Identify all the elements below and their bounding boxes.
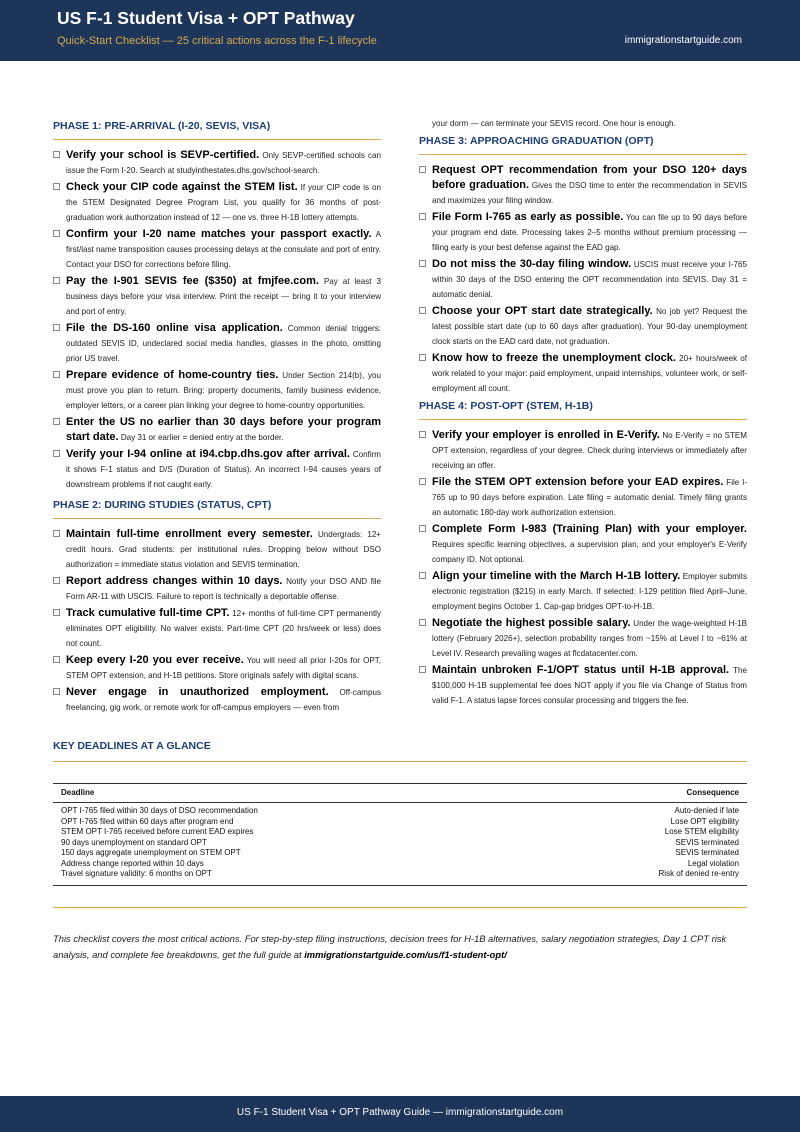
deadline-cell: OPT I-765 filed within 30 days of DSO recommendation xyxy=(61,806,258,815)
checklist-item-text: Only SEVP-certified schools can issue the Form I-20. Search at studyinthestates.dhs.gov/school-search. xyxy=(66,151,381,175)
deadline-cell: STEM OPT I-765 received before current EAD expires xyxy=(61,827,254,836)
checklist-item xyxy=(53,574,381,604)
checklist-item-title: Track cumulative full-time CPT. xyxy=(66,607,230,619)
deadline-cell: 90 days unemployment on standard OPT xyxy=(61,837,207,847)
checkbox[interactable] xyxy=(53,418,60,425)
checkbox[interactable] xyxy=(53,688,60,695)
phase-2-checklist xyxy=(53,527,381,715)
table-row xyxy=(61,869,739,880)
checkbox[interactable] xyxy=(419,354,426,361)
checklist-item-title: Keep every I-20 you ever receive. xyxy=(66,654,244,666)
table-row xyxy=(61,827,739,838)
deadline-cell: Address change reported within 10 days xyxy=(61,858,204,868)
checkbox[interactable] xyxy=(53,324,60,331)
checklist-item-title: Never engage in unauthorized employment. xyxy=(66,686,329,698)
checklist-item-text: If your CIP code is on the STEM Designated Degree Program List, you qualify for 36 months of post-graduation work authorization instead of 12 — one vs. three H-1B lottery attempts. xyxy=(66,183,381,222)
checklist-item-title: Pay the I-901 SEVIS fee ($350) at fmjfee.com. xyxy=(66,275,319,287)
deadlines-divider xyxy=(53,761,747,762)
checkbox[interactable] xyxy=(419,260,426,267)
checklist-item-text: No E-Verify = no STEM OPT extension, regardless of your degree. Check during interviews or immediately after receiving an offer. xyxy=(432,431,747,470)
checklist-item xyxy=(53,606,381,651)
checklist-item xyxy=(419,163,747,208)
phase-4-checklist xyxy=(419,428,747,708)
left-column xyxy=(53,119,381,717)
checkbox[interactable] xyxy=(419,572,426,579)
checklist-item xyxy=(53,415,381,445)
checkbox[interactable] xyxy=(419,166,426,173)
checklist-item xyxy=(419,522,747,567)
checklist-item-title: Verify your I-94 online at i94.cbp.dhs.gov after arrival. xyxy=(66,448,350,460)
checklist-item xyxy=(53,368,381,413)
checklist-item-title: File the STEM OPT extension before your EAD expires. xyxy=(432,476,724,488)
checkbox[interactable] xyxy=(419,213,426,220)
checkbox[interactable] xyxy=(53,183,60,190)
checklist-item-title: Align your timeline with the March H-1B lottery. xyxy=(432,570,681,582)
deadlines-heading: KEY DEADLINES AT A GLANCE xyxy=(53,740,211,752)
deadline-cell: 150 days aggregate unemployment on STEM OPT xyxy=(61,848,241,857)
checklist-item-title: Choose your OPT start date strategically. xyxy=(432,305,653,317)
checklist-item xyxy=(53,685,381,715)
checkbox[interactable] xyxy=(419,666,426,673)
checklist-item-text: Notify your DSO AND file Form AR-11 with USCIS. Failure to report is technically a deportable offense. xyxy=(66,577,381,601)
closing-note xyxy=(53,931,747,963)
checklist-item-title: Maintain full-time enrollment every semester. xyxy=(66,528,313,540)
consequence-column-header: Consequence xyxy=(686,788,739,797)
checkbox[interactable] xyxy=(419,619,426,626)
table-row xyxy=(61,806,739,817)
deadlines-table xyxy=(53,783,747,886)
phase-2-heading: PHASE 2: DURING STUDIES (STATUS, CPT) xyxy=(53,499,381,519)
consequence-cell: SEVIS terminated xyxy=(675,837,739,847)
checklist-item-title: Check your CIP code against the STEM list. xyxy=(66,181,298,193)
page-title: US F-1 Student Visa + OPT Pathway xyxy=(57,8,355,28)
checklist-item-title: Request OPT recommendation from your DSO 120+ days before graduation. xyxy=(432,164,747,191)
checklist-item-text: File I-765 up to 90 days before expiration. Late filing = automatic denial. Timely filing grants an automatic 180-day work authorization extension. xyxy=(432,478,747,517)
table-row xyxy=(61,848,739,859)
deadline-column-header: Deadline xyxy=(61,788,95,797)
deadlines-table-body xyxy=(53,803,747,885)
checklist-item-title: Confirm your I-20 name matches your passport exactly. xyxy=(66,228,372,240)
checklist-item xyxy=(419,257,747,302)
checklist-item-text: Confirm it shows F-1 status and D/S (Duration of Status). An incorrect I-94 causes years of downstream problems if not caught early. xyxy=(66,450,381,489)
checkbox[interactable] xyxy=(53,371,60,378)
checklist-item xyxy=(419,210,747,255)
closing-note-text: This checklist covers the most critical actions. For step-by-step filing instructions, decision trees for H-1B alternatives, salary negotiation strategies, Day 1 CPT risk analysis, and complete fee breakdowns, get the full guide at xyxy=(53,933,727,960)
deadlines-table-header xyxy=(53,784,747,803)
checklist-item-title: Report address changes within 10 days. xyxy=(66,575,283,587)
checklist-item-text: Pay at least 3 business days before your visa interview. Print the receipt — bring it to your interview and port of entry. xyxy=(66,277,381,316)
checklist-item-text: No job yet? Request the latest possible start date (up to 60 days after graduation). Your 90-day unemployment clock starts on the EAD card date, not graduation. xyxy=(432,307,747,346)
deadline-cell: Travel signature validity: 6 months on OPT xyxy=(61,869,212,878)
checklist-item-text: Day 31 or earlier = denied entry at the border. xyxy=(120,433,284,442)
checklist-item-title: Know how to freeze the unemployment clock. xyxy=(432,352,676,364)
phase-3-checklist xyxy=(419,163,747,396)
checklist-item-title: Verify your employer is enrolled in E-Verify. xyxy=(432,429,660,441)
page-footer: US F-1 Student Visa + OPT Pathway Guide — immigrationstartguide.com xyxy=(0,1096,800,1132)
checklist-item-title: Do not miss the 30-day filing window. xyxy=(432,258,632,270)
checklist-item xyxy=(419,351,747,396)
checklist-item xyxy=(53,180,381,225)
checklist-item-text: Employer submits electronic registration ($215) in early March. If selected: I-129 petition filed April–June, employment begins October 1. Cap-gap bridges OPT-to-H-1B. xyxy=(432,572,747,611)
note-divider xyxy=(53,907,747,908)
consequence-cell: Lose OPT eligibility xyxy=(670,816,739,826)
checkbox[interactable] xyxy=(53,577,60,584)
checkbox[interactable] xyxy=(419,431,426,438)
page-subtitle: Quick-Start Checklist — 25 critical actions across the F-1 lifecycle xyxy=(57,35,377,47)
checklist-item xyxy=(53,321,381,366)
checklist-item-title: Maintain unbroken F-1/OPT status until H-1B approval. xyxy=(432,664,730,676)
checklist-item-text: Undergrads: 12+ credit hours. Grad students: per institutional rules. Dropping below without DSO authorization = immediate status violation and SEVIS termination. xyxy=(66,530,381,569)
checkbox[interactable] xyxy=(53,230,60,237)
table-row xyxy=(61,838,739,849)
consequence-cell: SEVIS terminated xyxy=(675,848,739,857)
checklist-item-text: 20+ hours/week of work related to your major: paid employment, unpaid internships, volunteer work, or self-employment all count. xyxy=(432,354,747,393)
checkbox[interactable] xyxy=(419,307,426,314)
checklist-item-title: Enter the US no earlier than 30 days before your program start date. xyxy=(66,416,381,443)
checklist-item-title: Complete Form I-983 (Training Plan) with your employer. xyxy=(432,523,747,535)
checklist-item-text: Common denial triggers: outdated SEVIS ID, undeclared social media handles, glasses in the photo, omitting prior US travel. xyxy=(66,324,381,363)
checklist-item-title: File the DS-160 online visa application. xyxy=(66,322,283,334)
checkbox[interactable] xyxy=(419,478,426,485)
guide-link[interactable]: immigrationstartguide.com/us/f1-student-opt/ xyxy=(304,949,507,960)
checklist-item xyxy=(53,274,381,319)
checklist-item xyxy=(53,447,381,492)
checklist-item xyxy=(419,569,747,614)
page-header xyxy=(0,0,800,61)
checklist-item xyxy=(53,527,381,572)
checkbox[interactable] xyxy=(53,530,60,537)
phase-4-heading: PHASE 4: POST-OPT (STEM, H-1B) xyxy=(419,400,747,420)
checklist-item xyxy=(53,148,381,178)
right-column xyxy=(419,121,747,710)
checklist-item xyxy=(419,663,747,708)
checklist-item-title: Negotiate the highest possible salary. xyxy=(432,617,631,629)
phase-1-heading: PHASE 1: PRE-ARRIVAL (I-20, SEVIS, VISA) xyxy=(53,120,381,140)
checkbox[interactable] xyxy=(53,277,60,284)
checklist-item xyxy=(53,227,381,272)
checkbox[interactable] xyxy=(53,450,60,457)
checklist-item-title: Verify your school is SEVP-certified. xyxy=(66,149,260,161)
checkbox[interactable] xyxy=(53,656,60,663)
checklist-item-text: A first/last name transposition causes processing delays at the consulate and port of entry. Contact your DSO for corrections before filing. xyxy=(66,230,381,269)
phase-2-continuation: your dorm — can terminate your SEVIS record. One hour is enough. xyxy=(432,119,676,128)
phase-1-checklist xyxy=(53,148,381,492)
consequence-cell: Risk of denied re-entry xyxy=(658,869,739,878)
checklist-item-text: Off-campus freelancing, gig work, or remote work for off-campus employers — even from xyxy=(66,688,381,712)
checklist-item xyxy=(419,304,747,349)
checklist-item xyxy=(419,475,747,520)
checklist-item-text: The $100,000 H-1B supplemental fee does NOT apply if you file via Change of Status from valid F-1. A status lapse forces consular processing and triggers the fee. xyxy=(432,666,748,705)
checklist-item-text: Under the wage-weighted H-1B lottery (February 2026+), selection probability ranges from ~15% at Level I to ~61% at Level IV. Research prevailing wages at flcdatacenter.com. xyxy=(432,619,747,658)
checklist-item-text: Requires specific learning objectives, a supervision plan, and your employer's E-Verify company ID. Not optional. xyxy=(432,540,747,564)
checkbox[interactable] xyxy=(53,151,60,158)
checklist-item-title: File Form I-765 as early as possible. xyxy=(432,211,624,223)
checklist-item-text: You can file up to 90 days before your program end date. Processing takes 2–5 months without premium processing — filing early is your best defense against the EAD gap. xyxy=(432,213,747,252)
table-row xyxy=(61,859,739,870)
checklist-item-title: Prepare evidence of home-country ties. xyxy=(66,369,279,381)
checkbox[interactable] xyxy=(419,525,426,532)
checklist-item-text: Under Section 214(b), you must prove you plan to return. Bring: property documents, family business evidence, employer letters, or a career plan linking your degree to home-country opportunities. xyxy=(66,371,381,410)
table-row xyxy=(61,817,739,828)
checklist-item xyxy=(419,616,747,661)
checklist-item-text: 12+ months of full-time CPT permanently eliminates OPT eligibility. No waiver exists. Part-time CPT (20 hrs/week or less) does not count. xyxy=(66,609,381,648)
consequence-cell: Auto-denied if late xyxy=(674,806,739,815)
checklist-item xyxy=(53,653,381,683)
header-site-link[interactable]: immigrationstartguide.com xyxy=(624,35,742,46)
phase-3-heading: PHASE 3: APPROACHING GRADUATION (OPT) xyxy=(419,135,747,155)
deadline-cell: OPT I-765 filed within 60 days after program end xyxy=(61,816,234,826)
checklist-item-text: Gives the DSO time to enter the recommendation in SEVIS and maximizes your filing window. xyxy=(432,181,747,205)
checklist-item-text: USCIS must receive your I-765 within 30 days of the DSO entering the OPT recommendation into SEVIS. Day 31 = automatic denial. xyxy=(432,260,747,299)
consequence-cell: Lose STEM eligibility xyxy=(664,827,739,836)
checklist-item-text: You will need all prior I-20s for OPT, STEM OPT extension, and H-1B petitions. Store originals safely with digital scans. xyxy=(66,656,381,680)
checklist-item xyxy=(419,428,747,473)
checkbox[interactable] xyxy=(53,609,60,616)
consequence-cell: Legal violation xyxy=(687,858,739,868)
